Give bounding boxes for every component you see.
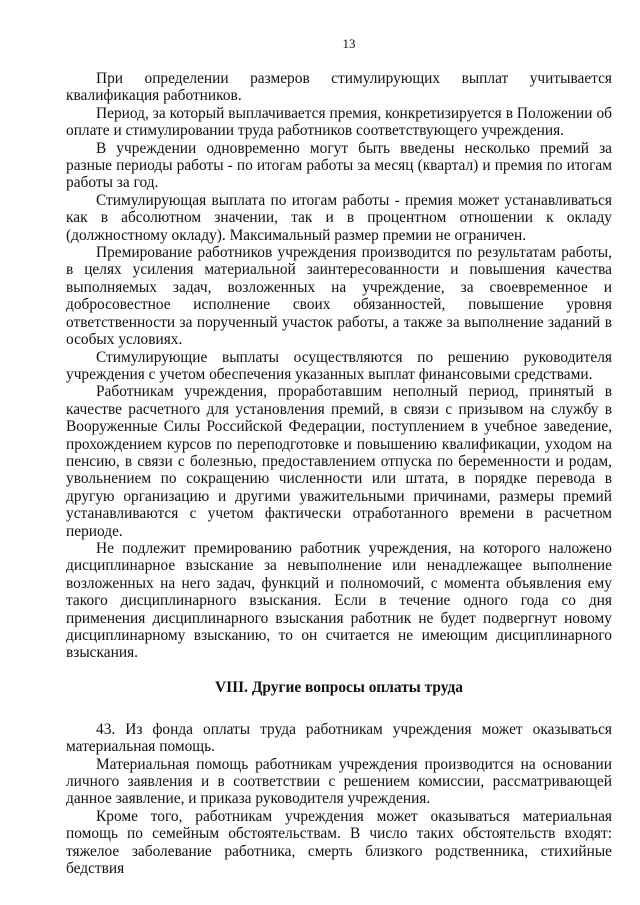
paragraph-bonus-decision: Стимулирующие выплаты осуществляются по решению руководителя учреждения с учетом обеспечения указанных выплат финансовыми средствами. [66, 348, 612, 383]
paragraph-qualification: При определении размеров стимулирующих выплат учитывается квалификация работников. [66, 70, 612, 105]
page-number: 13 [342, 36, 356, 51]
paragraph-aid-basis: Материальная помощь работникам учреждения производится на основании личного заявления и в соответствии с решением комиссии, рассматривающей данное заявление, и приказа руководителя учреждения. [66, 755, 612, 808]
paragraph-bonus-period: Период, за который выплачивается премия, конкретизируется в Положении об оплате и стимулировании труда работников соответствующего учреждения. [66, 104, 612, 140]
section-heading: VIII. Другие вопросы оплаты труда [215, 678, 463, 696]
paragraph-bonus-amount: Стимулирующая выплата по итогам работы - премия может устанавливаться как в абсолютном значении, так и в процентном отношении к окладу (должностному окладу). Максимальный размер премии не ограничен. [66, 191, 612, 244]
paragraph-material-aid: 43. Из фонда оплаты труда работникам учреждения может оказываться материальная помощь. [66, 720, 612, 756]
paragraph-partial-period: Работникам учреждения, проработавшим неполный период, принятый в качестве расчетного для установления премий, в связи с призывом на службу в Вооруженные Силы Российской Федерации, поступлением в учебное заведение, прохождением курсов по переподготовке и повышению квалификации, уходом на пенсию, в связи с болезнью, предоставлением отпуска по беременности и родам, увольнением по сокращению численности или штата, в порядке перевода в другую организацию и другими уважительными причинами, размеры премий устанавливаются с учетом фактически отработанного времени в расчетном периоде. [66, 383, 612, 540]
paragraph-multiple-bonuses: В учреждении одновременно могут быть введены несколько премий за разные периоды работы - по итогам работы за месяц (квартал) и премия по итогам работы за год. [66, 139, 612, 192]
paragraph-bonus-criteria: Премирование работников учреждения производится по результатам работы, в целях усиления материальной заинтересованности и повышения качества выполняемых задач, возложенных на учреждение, за своевременное и добросовестное исполнение своих обязанностей, повышение уровня ответственности за порученный участок работы, а также за выполнение заданий в особых условиях. [66, 244, 612, 349]
paragraph-family-circumstances: Кроме того, работникам учреждения может оказываться материальная помощь по семейным обстоятельствам. В число таких обстоятельств входят: тяжелое заболевание работника, смерть близкого родственника, стихийные бедствия [66, 807, 612, 878]
paragraph-disciplinary: Не подлежит премированию работник учреждения, на которого наложено дисциплинарное взыскание за невыполнение или ненадлежащее выполнение возложенных на него задач, функций и полномочий, с момента объявления ему такого дисциплинарного взыскания. Если в течение одного года со дня применения дисциплинарного взыскания работник не будет подвергнут новому дисциплинарному взысканию, то он считается не имеющим дисциплинарного взыскания. [66, 539, 612, 662]
